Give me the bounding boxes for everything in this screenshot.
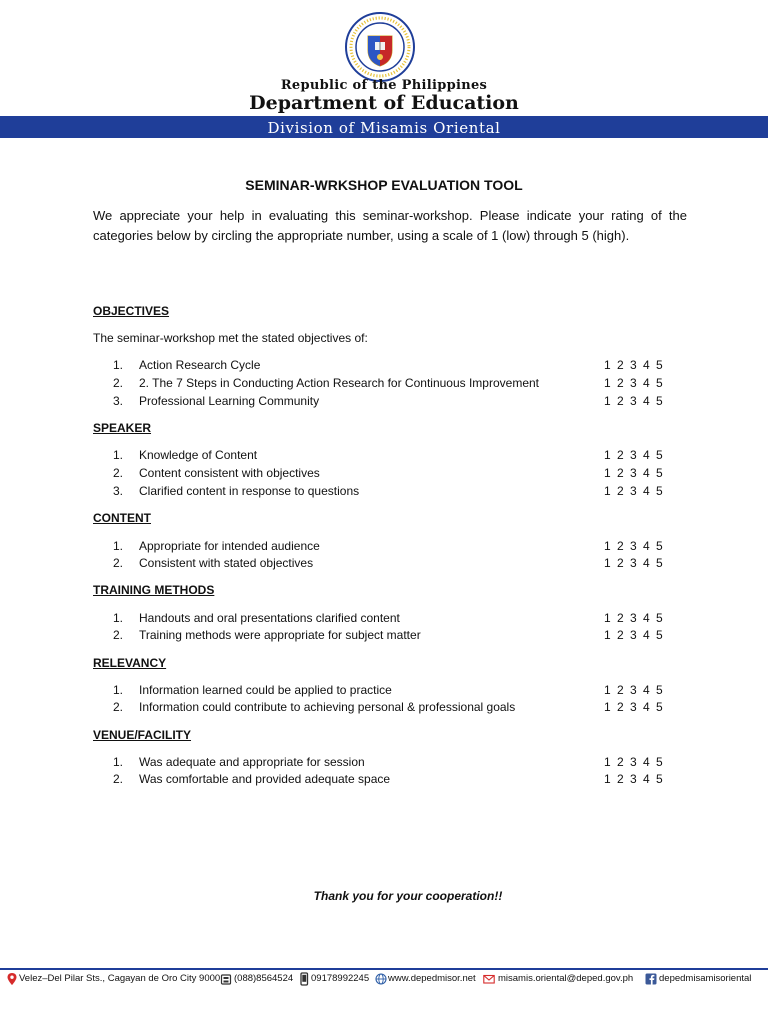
item-number: 2. [113, 772, 124, 786]
rating-item [93, 466, 673, 483]
section-heading-relevancy: RELEVANCY [93, 656, 167, 670]
item-label: Content consistent with objectives [139, 466, 320, 480]
item-label: Handouts and oral presentations clarified content [139, 611, 400, 625]
item-number: 1. [113, 539, 124, 553]
rating-scale[interactable]: 1 2 3 4 5 [604, 448, 663, 462]
location-pin-icon [6, 972, 18, 986]
rating-scale[interactable]: 1 2 3 4 5 [604, 700, 663, 714]
item-label: Information learned could be applied to practice [139, 683, 392, 697]
mobile-phone-icon [298, 972, 310, 986]
website-link[interactable]: www.depedmisor.net [388, 973, 476, 984]
item-number: 1. [113, 755, 124, 769]
section-heading-content: CONTENT [93, 511, 151, 525]
rating-item [93, 358, 673, 375]
item-number: 2. [113, 556, 124, 570]
email-link[interactable]: misamis.oriental@deped.gov.ph [498, 973, 634, 984]
rating-scale[interactable]: 1 2 3 4 5 [604, 466, 663, 480]
address-text: Velez–Del Pilar Sts., Cagayan de Oro City 9000 [19, 973, 221, 984]
rating-item [93, 556, 673, 573]
section-heading-objectives: OBJECTIVES [93, 304, 170, 318]
item-label: Knowledge of Content [139, 448, 258, 462]
rating-scale[interactable]: 1 2 3 4 5 [604, 556, 663, 570]
rating-item [93, 376, 673, 393]
footer-divider [0, 968, 768, 970]
page-title: SEMINAR-WRKSHOP EVALUATION TOOL [245, 177, 523, 193]
rating-item [93, 700, 673, 717]
item-number: 2. [113, 700, 124, 714]
rating-scale[interactable]: 1 2 3 4 5 [604, 358, 663, 372]
rating-item [93, 448, 673, 465]
rating-item [93, 755, 673, 772]
rating-item [93, 611, 673, 628]
item-label: Training methods were appropriate for subject matter [139, 628, 421, 642]
item-number: 2. [113, 628, 124, 642]
item-label: Was adequate and appropriate for session [139, 755, 365, 769]
rating-scale[interactable]: 1 2 3 4 5 [604, 755, 663, 769]
facebook-icon [645, 972, 657, 986]
section-heading-venue-facility: VENUE/FACILITY [93, 728, 192, 742]
republic-line: Republic of the Philippines [280, 78, 488, 93]
item-label: Clarified content in response to questions [139, 484, 360, 498]
rating-scale[interactable]: 1 2 3 4 5 [604, 683, 663, 697]
rating-scale[interactable]: 1 2 3 4 5 [604, 628, 663, 642]
rating-scale[interactable]: 1 2 3 4 5 [604, 611, 663, 625]
rating-scale[interactable]: 1 2 3 4 5 [604, 376, 663, 390]
globe-icon [375, 972, 387, 986]
mobile-text[interactable]: 09178992245 [311, 973, 370, 984]
item-number: 1. [113, 683, 124, 697]
department-name: Department of Education [249, 92, 519, 114]
item-label: Consistent with stated objectives [139, 556, 314, 570]
footer-contact [6, 972, 766, 990]
item-label: Action Research Cycle [139, 358, 261, 372]
item-label: Appropriate for intended audience [139, 539, 320, 553]
rating-scale[interactable]: 1 2 3 4 5 [604, 484, 663, 498]
intro-paragraph: We appreciate your help in evaluating this seminar-workshop. Please indicate your rating of the categories below by circling the appropriate number, using a scale of 1 (low) through 5 (high). [93, 208, 687, 243]
item-label: Was comfortable and provided adequate space [139, 772, 391, 786]
thank-you-note: Thank you for your cooperation!! [313, 889, 503, 903]
rating-item [93, 394, 673, 411]
item-label: Information could contribute to achieving personal & professional goals [139, 700, 516, 714]
telephone-text[interactable]: (088)8564524 [234, 973, 294, 984]
rating-scale[interactable]: 1 2 3 4 5 [604, 394, 663, 408]
item-number: 1. [113, 448, 124, 462]
item-number: 3. [113, 394, 124, 408]
rating-item [93, 484, 673, 501]
section-heading-training-methods: TRAINING METHODS [93, 583, 215, 597]
objectives-lead: The seminar-workshop met the stated objectives of: [93, 331, 368, 345]
item-number: 3. [113, 484, 124, 498]
rating-scale[interactable]: 1 2 3 4 5 [604, 772, 663, 786]
deped-seal-icon [341, 12, 419, 82]
section-heading-speaker: SPEAKER [93, 421, 152, 435]
rating-item [93, 628, 673, 645]
rating-item [93, 539, 673, 556]
item-number: 1. [113, 611, 124, 625]
rating-item [93, 683, 673, 700]
letterhead [0, 0, 768, 140]
rating-item [93, 772, 673, 789]
item-number: 2. [113, 376, 124, 390]
item-label: Professional Learning Community [139, 394, 320, 408]
telephone-icon [220, 972, 232, 986]
item-number: 1. [113, 358, 124, 372]
email-icon [483, 972, 495, 986]
facebook-link[interactable]: depedmisamisoriental [659, 973, 752, 984]
item-label: 2. The 7 Steps in Conducting Action Research for Continuous Improvement [139, 376, 540, 390]
item-number: 2. [113, 466, 124, 480]
division-name: Division of Misamis Oriental [267, 119, 501, 137]
rating-scale[interactable]: 1 2 3 4 5 [604, 539, 663, 553]
